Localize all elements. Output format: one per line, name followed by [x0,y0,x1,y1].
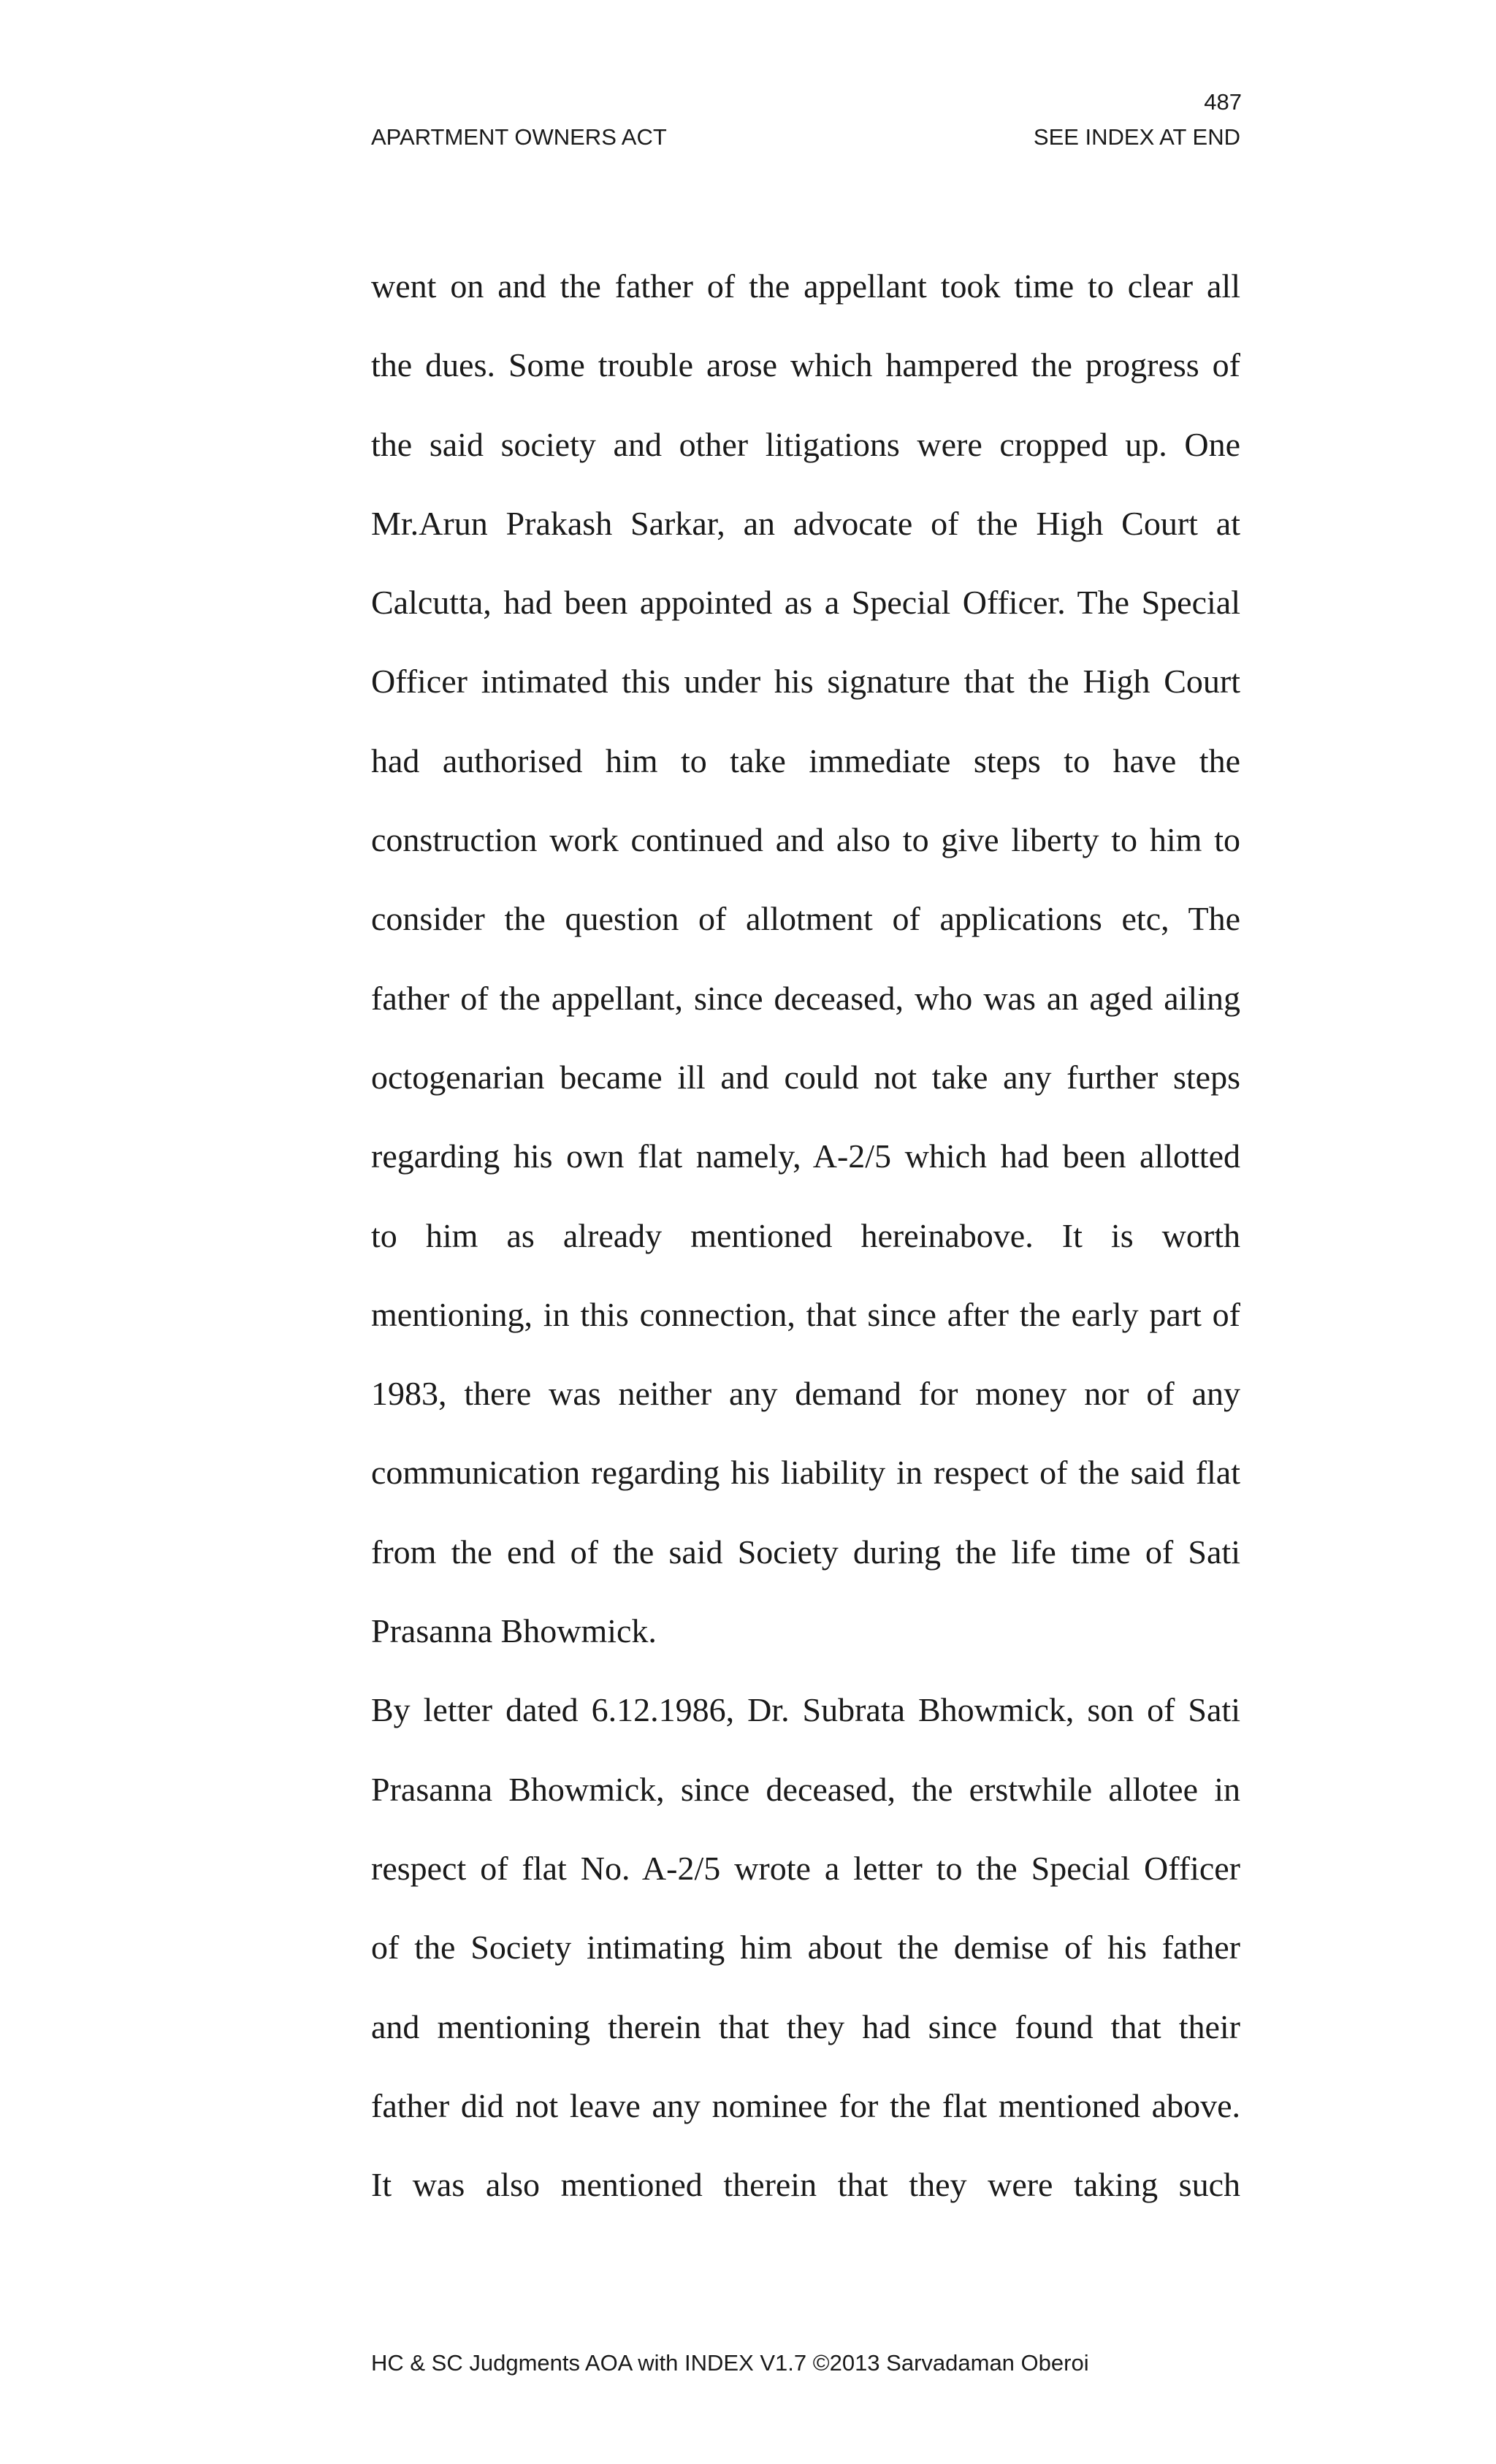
header-index-note: SEE INDEX AT END [1033,124,1240,150]
text-line: It was also mentioned therein that they were taking such [371,2166,1240,2204]
text-line: Calcutta, had been appointed as a Special Officer. The Special [371,584,1240,622]
body-text [371,256,1240,2234]
text-line: the said society and other litigations were cropped up. One [371,425,1240,463]
text-line: Mr.Arun Prakash Sarkar, an advocate of the High Court at [371,504,1240,542]
text-line: By letter dated 6.12.1986, Dr. Subrata Bhowmick, son of Sati [371,1691,1240,1729]
text-line: construction work continued and also to give liberty to him to [371,821,1240,859]
text-line: the dues. Some trouble arose which hampered the progress of [371,346,1240,384]
text-line: of the Society intimating him about the demise of his father [371,1929,1240,1967]
text-line: octogenarian became ill and could not take any further steps [371,1058,1240,1096]
text-line: regarding his own flat namely, A-2/5 which had been allotted [371,1137,1240,1175]
text-line: father of the appellant, since deceased, who was an aged ailing [371,979,1240,1017]
text-line: and mentioning therein that they had since found that their [371,2007,1240,2045]
text-line: Prasanna Bhowmick. [371,1612,657,1650]
text-line: respect of flat No. A-2/5 wrote a letter to the Special Officer [371,1849,1240,1887]
text-line: 1983, there was neither any demand for money nor of any [371,1375,1240,1413]
text-line: consider the question of allotment of applications etc, The [371,900,1240,938]
text-line: from the end of the said Society during the life time of Sati [371,1533,1240,1571]
text-line: had authorised him to take immediate steps to have the [371,741,1240,779]
running-header [371,123,1240,152]
header-title: APARTMENT OWNERS ACT [371,124,667,150]
text-line: Prasanna Bhowmick, since deceased, the erstwhile allotee in [371,1770,1240,1808]
text-line: went on and the father of the appellant took time to clear all [371,267,1240,305]
page-number: 487 [1204,89,1242,115]
text-line: communication regarding his liability in respect of the said flat [371,1454,1240,1492]
text-line: father did not leave any nominee for the flat mentioned above. [371,2086,1240,2124]
text-line: Officer intimated this under his signature that the High Court [371,663,1240,701]
text-line: mentioning, in this connection, that since after the early part of [371,1295,1240,1333]
text-line: to him as already mentioned hereinabove. It is worth [371,1216,1240,1254]
page-footer: HC & SC Judgments AOA with INDEX V1.7 ©2013 Sarvadaman Oberoi [371,2350,1089,2376]
